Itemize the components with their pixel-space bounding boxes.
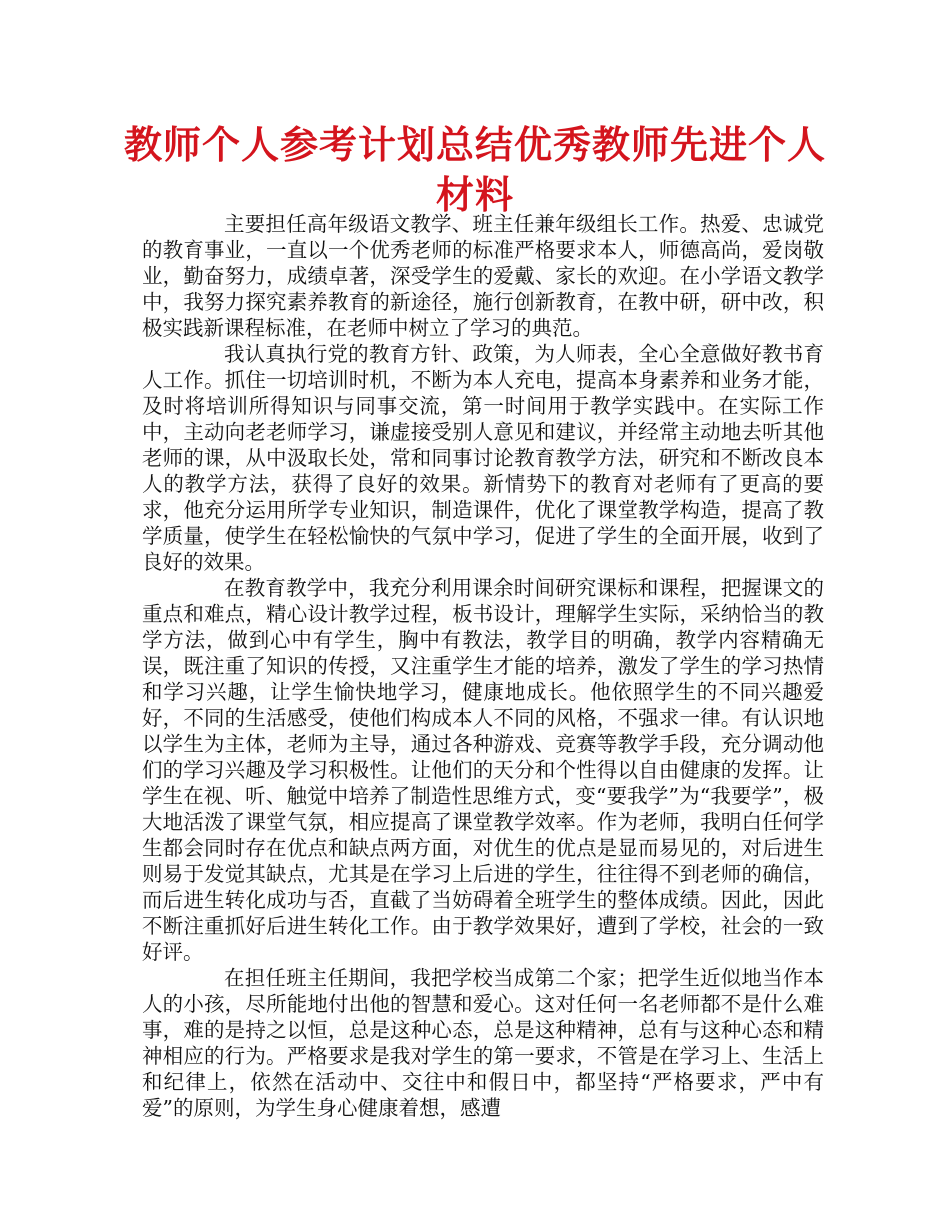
title-line-1: 教师个人参考计划总结优秀教师先进个人 — [123, 123, 826, 167]
document-body — [142, 211, 824, 1121]
title-line-2: 材料 — [435, 173, 514, 217]
paragraph-1: 主要担任高年级语文教学、班主任兼年级组长工作。热爱、忠诚党的教育事业，一直以一个优秀老师的标准严格要求本人，师德高尚，爱岗敬业，勤奋努力，成绩卓著，深受学生的爱戴、家长的欢迎。在小学语文教学中，我努力探究素养教育的新途径，施行创新教育，在教中研，研中改，积极实践新课程标准，在老师中树立了学习的典范。 — [142, 212, 824, 340]
paragraph-4: 在担任班主任期间，我把学校当成第二个家；把学生近似地当作本人的小孩，尽所能地付出他的智慧和爱心。这对任何一名老师都不是什么难事，难的是持之以恒，总是这种心态，总是这种精神，总有与这种心态和精神相应的行为。严格要求是我对学生的第一要求，不管是在学习上、生活上和纪律上，依然在活动中、交往中和假日中，都坚持“严格要求，严中有爱”的原则，为学生身心健康着想，感遭 — [142, 966, 824, 1120]
document-title — [0, 120, 950, 220]
paragraph-3: 在教育教学中，我充分利用课余时间研究课标和课程，把握课文的重点和难点，精心设计教学过程，板书设计，理解学生实际，采纳恰当的教学方法，做到心中有学生，胸中有教法，教学目的明确，教学内容精确无误，既注重了知识的传授，又注重学生才能的培养，激发了学生的学习热情和学习兴趣，让学生愉快地学习，健康地成长。他依照学生的不同兴趣爱好，不同的生活感受，使他们构成本人不同的风格，不强求一律。有认识地以学生为主体，老师为主导，通过各种游戏、竞赛等教学手段，充分调动他们的学习兴趣及学习积极性。让他们的天分和个性得以自由健康的发挥。让学生在视、听、触觉中培养了制造性思维方式，变“要我学”为“我要学”，极大地活泼了课堂气氛，相应提高了课堂教学效率。作为老师，我明白任何学生都会同时存在优点和缺点两方面，对优生的优点是显而易见的，对后进生则易于发觉其缺点，尤其是在学习上后进的学生，往往得不到老师的确信，而后进生转化成功与否，直截了当妨碍着全班学生的整体成绩。因此，因此不断注重抓好后进生转化工作。由于教学效果好，遭到了学校，社会的一致好评。 — [142, 576, 824, 964]
paragraph-2: 我认真执行党的教育方针、政策，为人师表，全心全意做好教书育人工作。抓住一切培训时机，不断为本人充电，提高本身素养和业务才能，及时将培训所得知识与同事交流，第一时间用于教学实践中。在实际工作中，主动向老老师学习，谦虚接受别人意见和建议，并经常主动地去听其他老师的课，从中汲取长处，常和同事讨论教育教学方法，研究和不断改良本人的教学方法，获得了良好的效果。新情势下的教育对老师有了更高的要求，他充分运用所学专业知识，制造课件，优化了课堂教学构造，提高了教学质量，使学生在轻松愉快的气氛中学习，促进了学生的全面开展，收到了良好的效果。 — [142, 342, 824, 574]
